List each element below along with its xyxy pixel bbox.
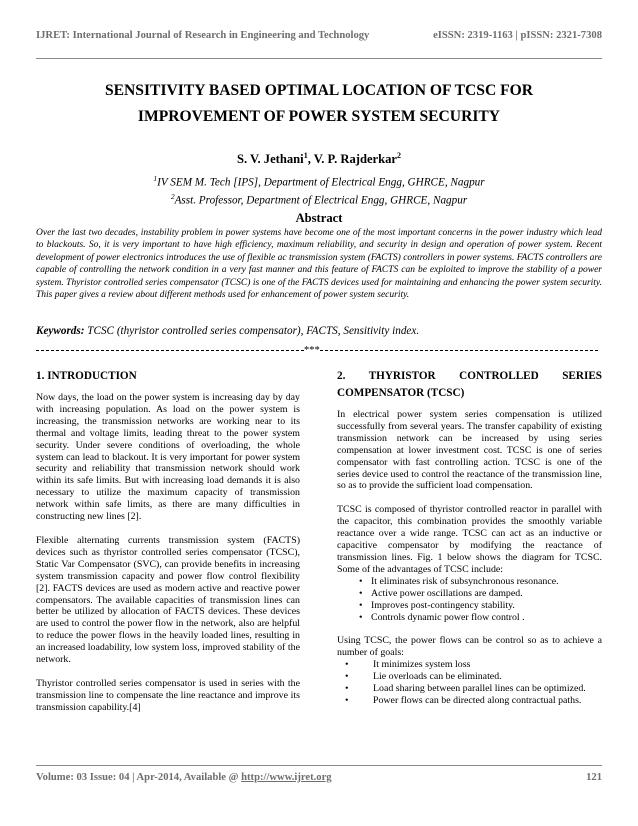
section-2-heading-line-1: 2. THYRISTOR CONTROLLED SERIES bbox=[337, 370, 602, 382]
list-item: • Lie overloads can be eliminated. bbox=[337, 671, 602, 683]
footer-volume-text: Volume: 03 Issue: 04 | Apr-2014, Available @ bbox=[36, 772, 242, 783]
tcsc-paragraph-2: TCSC is composed of thyristor controlled reactor in parallel with the capacitor, this combination provides the smoothly variable reactance over a wide range. TCSC can act as an inductive or capacitive compensator by modifying the reactance of transmission lines. Fig. 1 below shows the diagram for TCSC. Some of the advantages of TCSC include: bbox=[337, 504, 602, 575]
list-item: • Improves post-contingency stability. bbox=[337, 600, 602, 612]
author-1: S. V. Jethani bbox=[236, 152, 304, 167]
author-2-sup: 2 bbox=[397, 151, 402, 160]
section-1-heading: 1. INTRODUCTION bbox=[36, 370, 137, 382]
page-number: 121 bbox=[586, 772, 602, 783]
left-column bbox=[36, 369, 300, 726]
journal-link[interactable]: http://www.ijret.org bbox=[241, 772, 332, 783]
section-2-heading-line-2: COMPENSATOR (TCSC) bbox=[337, 387, 465, 399]
affiliation-1-sup: 1 bbox=[153, 174, 158, 183]
title-line-1: SENSITIVITY BASED OPTIMAL LOCATION OF TCSC FOR bbox=[104, 82, 534, 99]
affiliation-2-text: Asst. Professor, Department of Electrical Engg, GHRCE, Nagpur bbox=[174, 194, 468, 207]
separator-stars: *** bbox=[304, 345, 320, 356]
affiliation-2-sup: 2 bbox=[170, 191, 175, 201]
keywords-label: Keywords: bbox=[36, 325, 85, 337]
list-item: • Controls dynamic power flow control . bbox=[337, 612, 602, 624]
footer-rule bbox=[36, 765, 602, 766]
separator-dash-right bbox=[320, 350, 598, 351]
affiliations bbox=[40, 172, 598, 207]
separator-line bbox=[36, 345, 602, 359]
intro-paragraph-3: Thyristor controlled series compensator is used in series with the transmission line to compensate the line reactance and improve its transmission capability.[4] bbox=[36, 677, 300, 713]
keywords-text: TCSC (thyristor controlled series compensator), FACTS, Sensitivity index. bbox=[84, 325, 420, 337]
list-item: • Active power oscillations are damped. bbox=[337, 588, 602, 600]
list-item: • It eliminates risk of subsynchronous resonance. bbox=[337, 576, 602, 588]
tcsc-paragraph-3: Using TCSC, the power flows can be control so as to achieve a number of goals: bbox=[337, 635, 602, 659]
list-item: • It minimizes system loss bbox=[337, 659, 602, 671]
intro-paragraph-2: Flexible alternating currents transmission system (FACTS) devices such as thyristor controlled series compensator (TCSC), Static Var Compensator (SVC), can provide benefits in increasing system transmission capacity and power flow control flexibility [2]. FACTS devices are used as modern active and reactive power compensators. The available capacities of transmission lines can better be utilized by allocation of FACTS devices. These devices are used to control the power flow in the network, also are helpful to reduce the power flows in the heavily loaded lines, resulting in an increased loadability, low system loss, improved stability of the network. bbox=[36, 534, 300, 666]
list-item: • Power flows can be directed along contractual paths. bbox=[337, 695, 602, 707]
author-line bbox=[40, 151, 598, 167]
header-rule bbox=[36, 58, 602, 59]
footer-volume bbox=[36, 772, 332, 783]
title-line-2: IMPROVEMENT OF POWER SYSTEM SECURITY bbox=[137, 108, 501, 125]
paper-title bbox=[40, 78, 598, 130]
advantages-list bbox=[337, 576, 602, 624]
keywords bbox=[36, 325, 602, 337]
affiliation-1 bbox=[40, 172, 598, 190]
affiliation-1-text: IV SEM M. Tech [IPS], Department of Electrical Engg, GHRCE, Nagpur bbox=[157, 176, 485, 189]
tcsc-paragraph-1: In electrical power system series compensation is utilized successfully from several years. The transfer capability of existing transmission network can be increased by using series compensation at lower investment cost. TCSC is one of series compensator with fast controlling action. TCSC is one of the series device used to control the reactance of the transmission line, so as to provide the sufficient load compensation. bbox=[337, 409, 602, 492]
author-1-sup: 1 bbox=[303, 151, 308, 160]
author-separator: , bbox=[307, 152, 314, 167]
issn-text: eISSN: 2319-1163 | pISSN: 2321-7308 bbox=[433, 30, 602, 41]
separator-dash-left bbox=[36, 350, 304, 351]
abstract-text: Over the last two decades, instability problem in power systems have become one of the most important concerns in the power industry which lead to blackouts. So, it is very important to have high efficiency, maximum reliability, and security in design and operation of power system. Recent development of power electronics introduces the use of flexible ac transmission system (FACTS) controllers in power systems. FACTS controllers are capable of controlling the network condition in a very fast manner and this feature of FACTS can be exploited to improve the stability of a power system. Thyristor controlled series compensator (TCSC) is one of the FACTS devices used for maintaining and enhancing the power system security. This paper gives a review about different methods used for enhancement of power system security. bbox=[36, 228, 602, 301]
running-header bbox=[36, 30, 602, 46]
goals-list bbox=[337, 659, 602, 707]
affiliation-2 bbox=[40, 190, 598, 208]
list-item: • Load sharing between parallel lines can be optimized. bbox=[337, 683, 602, 695]
abstract-heading: Abstract bbox=[295, 211, 343, 225]
intro-paragraph-1: Now days, the load on the power system is increasing day by day with increasing population. As load on the power system is increasing, the transmission networks are working near to its thermal and voltage limits, leading threat to the power system security. Under severe conditions of overloading, the whole system can lead to blackout. It is very important for power system security and reliability that transmission network should work within its safe limits. But with increasing load demands it is also necessary to utilize the maximum capacity of transmission network within safe limits, as there are many difficulties in constructing new lines [2]. bbox=[36, 392, 300, 523]
right-column bbox=[337, 369, 602, 719]
author-2: V. P. Rajderkar bbox=[313, 152, 398, 167]
journal-name: IJRET: International Journal of Research in Engineering and Technology bbox=[36, 30, 370, 41]
